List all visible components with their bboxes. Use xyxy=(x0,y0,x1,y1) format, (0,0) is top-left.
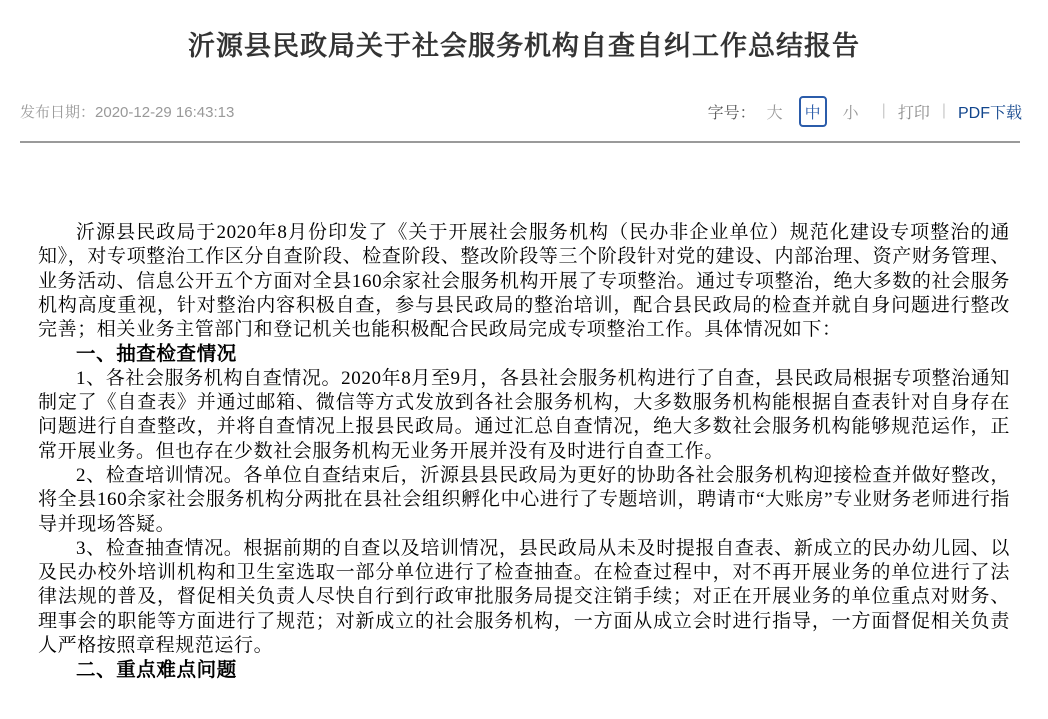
section-2-heading: 二、重点难点问题 xyxy=(76,659,237,682)
article-body xyxy=(38,221,1010,683)
publish-date-label: 发布日期： xyxy=(20,103,96,121)
paragraph-self-check: 1、各社会服务机构自查情况。2020年8月至9月，各县社会服务机构进行了自查，县民政局根据专项整治通知制定了《自查表》并通过邮箱、微信等方式发放到各社会服务机构，大多数服务机构能根据自查表针对自身存在问题进行自查整改，并将自查情况上报县民政局。通过汇总自查情况，绝大多数社会服务机构能够规范运作，正常开展业务。但也存在少数社会服务机构无业务开展并没有及时进行自查工作。 xyxy=(38,367,1010,462)
publish-date-value: 2020-12-29 16:43:13 xyxy=(95,103,235,121)
section-1-heading: 一、抽查检查情况 xyxy=(76,343,237,366)
intro-paragraph: 沂源县民政局于2020年8月份印发了《关于开展社会服务机构（民办非企业单位）规范化建设专项整治的通知》，对专项整治工作区分自查阶段、检查阶段、整改阶段等三个阶段针对党的建设、内部治理、资产财务管理、业务活动、信息公开五个方面对全县160余家社会服务机构开展了专项整治。通过专项整治，绝大多数的社会服务机构高度重视，针对整治内容积极自查，参与县民政局的整治培训，配合县民政局的检查并就自身问题进行整改完善；相关业务主管部门和登记机关也能积极配合民政局完成专项整治工作。具体情况如下： xyxy=(38,222,1010,341)
paragraph-training: 2、检查培训情况。各单位自查结束后，沂源县县民政局为更好的协助各社会服务机构迎接检查并做好整改，将全县160余家社会服务机构分两批在县社会组织孵化中心进行了专题培训，聘请市“大账房”专业财务老师进行指导并现场答疑。 xyxy=(38,464,1010,535)
toolbar xyxy=(708,96,1022,127)
font-size-small-button[interactable]: 小 xyxy=(842,104,859,122)
print-button[interactable]: 打印 xyxy=(897,104,930,122)
pdf-download-button[interactable]: PDF下载 xyxy=(957,104,1022,122)
font-size-label: 字号： xyxy=(707,104,756,122)
meta-row xyxy=(20,98,1022,124)
toolbar-separator: | xyxy=(881,102,886,119)
header-divider xyxy=(20,141,1020,143)
page-title: 沂源县民政局关于社会服务机构自查自纠工作总结报告 xyxy=(188,31,860,61)
paragraph-spot-check: 3、检查抽查情况。根据前期的自查以及培训情况，县民政局从未及时提报自查表、新成立的民办幼儿园、以及民办校外培训机构和卫生室选取一部分单位进行了检查抽查。在检查过程中，对不再开展业务的单位进行了法律法规的普及，督促相关负责人尽快自行到行政审批服务局提交注销手续；对正在开展业务的单位重点对财务、理事会的职能等方面进行了规范；对新成立的社会服务机构，一方面从成立会时进行指导，一方面督促相关负责人严格按照章程规范运行。 xyxy=(38,537,1010,657)
toolbar-separator: | xyxy=(941,102,946,119)
font-size-medium-button[interactable]: 中 xyxy=(799,96,827,127)
publish-date xyxy=(20,101,234,122)
font-size-large-button[interactable]: 大 xyxy=(766,104,783,122)
